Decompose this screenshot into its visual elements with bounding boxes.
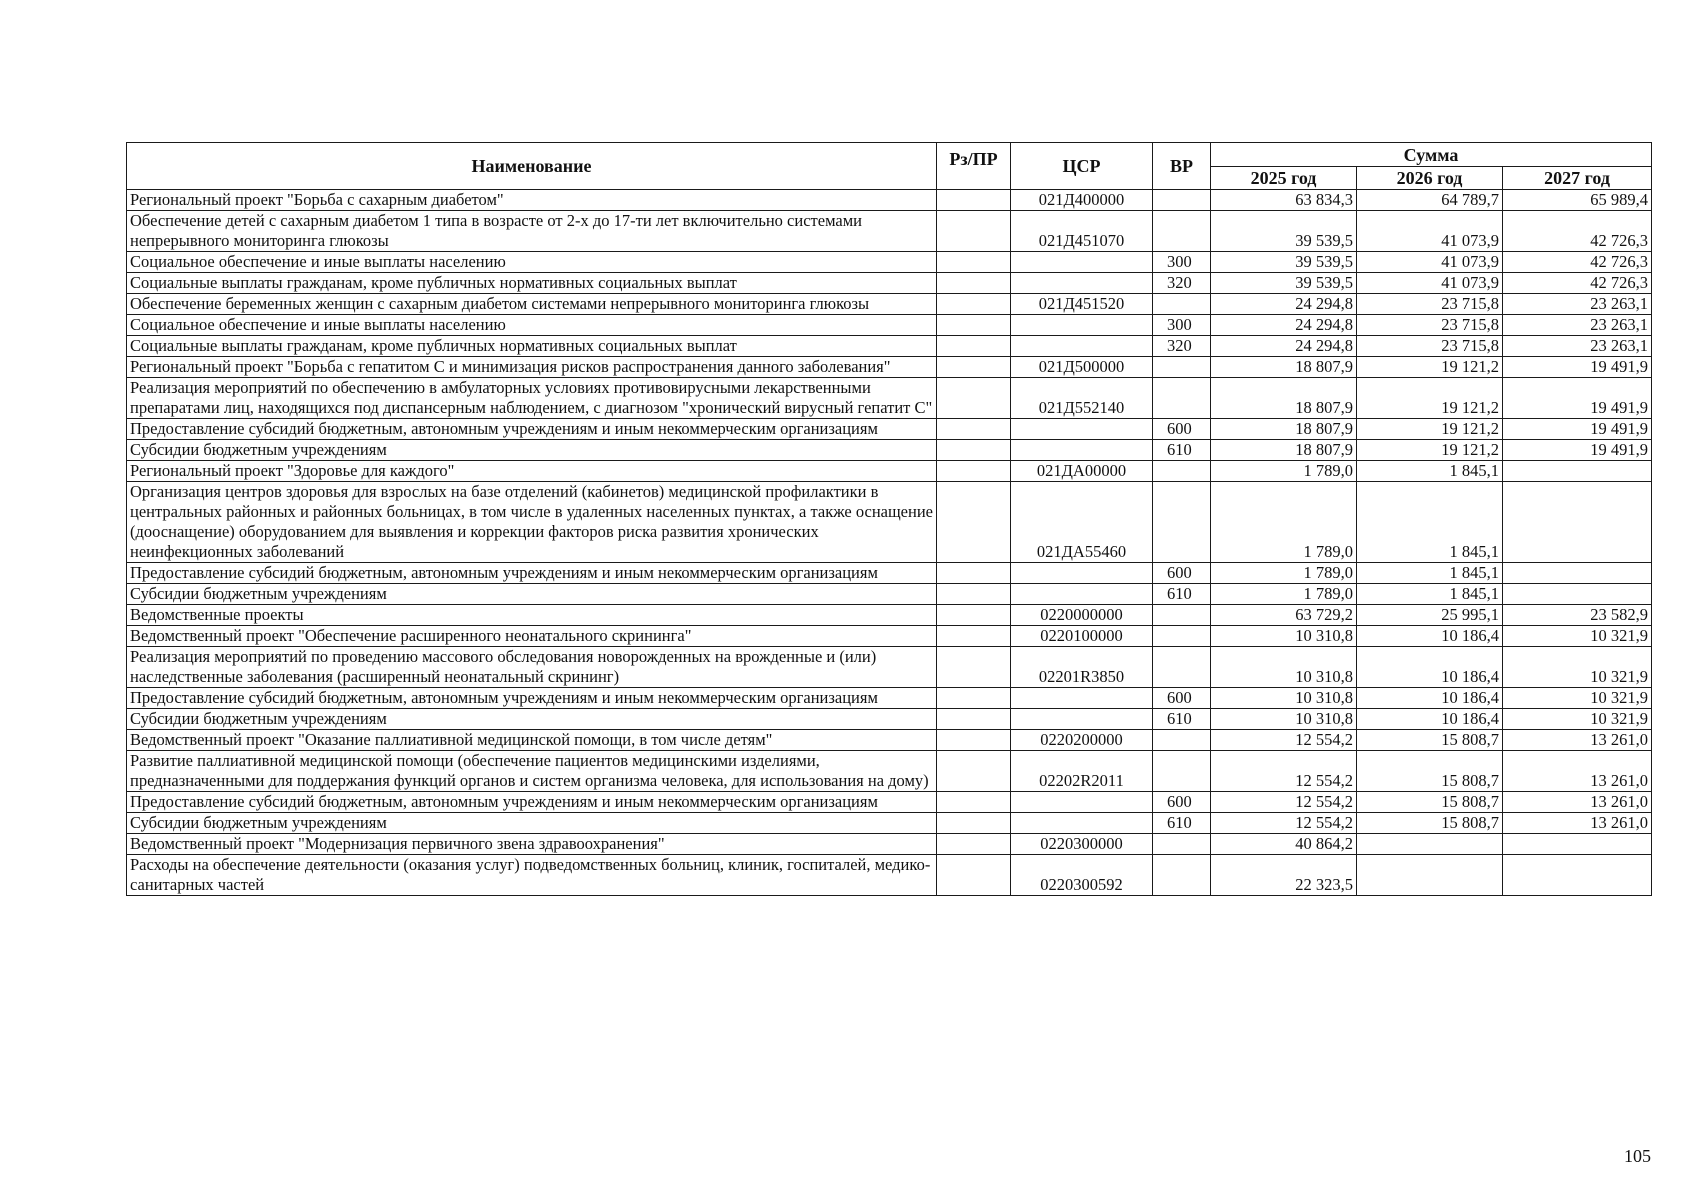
row-name: Ведомственные проекты <box>127 605 937 626</box>
row-name: Предоставление субсидий бюджетным, автономным учреждениям и иным некоммерческим организациям <box>127 792 937 813</box>
table-row <box>127 440 1652 461</box>
row-sum-2026: 15 808,7 <box>1357 813 1503 834</box>
row-sum-2027 <box>1503 584 1652 605</box>
header-name: Наименование <box>127 143 937 190</box>
row-csr: 02201R3850 <box>1011 647 1153 688</box>
table-row <box>127 709 1652 730</box>
row-name: Социальное обеспечение и иные выплаты населению <box>127 252 937 273</box>
table-row <box>127 461 1652 482</box>
row-vr: 320 <box>1153 273 1211 294</box>
table-row <box>127 688 1652 709</box>
row-csr: 0220300592 <box>1011 855 1153 896</box>
row-sum-2027: 42 726,3 <box>1503 273 1652 294</box>
row-vr <box>1153 751 1211 792</box>
row-vr <box>1153 378 1211 419</box>
row-name: Развитие паллиативной медицинской помощи (обеспечение пациентов медицинскими изделиями, предназначенными для поддержания функций органов и систем организма человека, для использования на дому) <box>127 751 937 792</box>
header-2025: 2025 год <box>1211 167 1357 190</box>
row-sum-2026: 41 073,9 <box>1357 211 1503 252</box>
table-row <box>127 273 1652 294</box>
row-csr <box>1011 252 1153 273</box>
row-name: Предоставление субсидий бюджетным, автономным учреждениям и иным некоммерческим организациям <box>127 688 937 709</box>
row-sum-2027 <box>1503 855 1652 896</box>
row-csr: 021ДА00000 <box>1011 461 1153 482</box>
row-name: Реализация мероприятий по проведению массового обследования новорожденных на врожденные и (или) наследственные заболевания (расширенный неонатальный скрининг) <box>127 647 937 688</box>
row-rz-pr <box>937 855 1011 896</box>
row-csr <box>1011 792 1153 813</box>
row-name: Расходы на обеспечение деятельности (оказания услуг) подведомственных больниц, клиник, госпиталей, медико-санитарных частей <box>127 855 937 896</box>
row-sum-2027: 13 261,0 <box>1503 813 1652 834</box>
row-sum-2026: 1 845,1 <box>1357 563 1503 584</box>
row-sum-2026: 19 121,2 <box>1357 357 1503 378</box>
row-sum-2027: 13 261,0 <box>1503 751 1652 792</box>
row-csr <box>1011 315 1153 336</box>
row-sum-2025: 10 310,8 <box>1211 709 1357 730</box>
row-rz-pr <box>937 647 1011 688</box>
row-vr: 300 <box>1153 315 1211 336</box>
row-name: Субсидии бюджетным учреждениям <box>127 584 937 605</box>
row-rz-pr <box>937 378 1011 419</box>
row-rz-pr <box>937 190 1011 211</box>
row-name: Предоставление субсидий бюджетным, автономным учреждениям и иным некоммерческим организациям <box>127 563 937 584</box>
row-sum-2025: 12 554,2 <box>1211 813 1357 834</box>
row-csr <box>1011 419 1153 440</box>
row-sum-2026: 1 845,1 <box>1357 584 1503 605</box>
row-vr <box>1153 294 1211 315</box>
row-sum-2025: 18 807,9 <box>1211 419 1357 440</box>
row-sum-2027: 19 491,9 <box>1503 378 1652 419</box>
table-row <box>127 482 1652 563</box>
row-csr: 0220100000 <box>1011 626 1153 647</box>
row-csr: 021Д500000 <box>1011 357 1153 378</box>
row-vr: 600 <box>1153 792 1211 813</box>
row-rz-pr <box>937 626 1011 647</box>
row-sum-2027 <box>1503 834 1652 855</box>
table-row <box>127 626 1652 647</box>
page-number: 105 <box>1624 1146 1651 1166</box>
row-vr: 600 <box>1153 419 1211 440</box>
row-rz-pr <box>937 461 1011 482</box>
row-sum-2025: 24 294,8 <box>1211 336 1357 357</box>
budget-table <box>126 142 1652 896</box>
row-rz-pr <box>937 834 1011 855</box>
row-vr <box>1153 605 1211 626</box>
header-rz-pr: Рз/ПР <box>937 143 1011 190</box>
row-rz-pr <box>937 563 1011 584</box>
row-sum-2027: 13 261,0 <box>1503 792 1652 813</box>
row-name: Субсидии бюджетным учреждениям <box>127 813 937 834</box>
row-rz-pr <box>937 730 1011 751</box>
row-sum-2025: 10 310,8 <box>1211 626 1357 647</box>
row-rz-pr <box>937 605 1011 626</box>
table-row <box>127 419 1652 440</box>
row-sum-2026: 15 808,7 <box>1357 792 1503 813</box>
row-csr <box>1011 563 1153 584</box>
row-name: Ведомственный проект "Обеспечение расширенного неонатального скрининга" <box>127 626 937 647</box>
row-rz-pr <box>937 751 1011 792</box>
row-sum-2027: 10 321,9 <box>1503 647 1652 688</box>
table-row <box>127 605 1652 626</box>
table-row <box>127 563 1652 584</box>
row-vr: 610 <box>1153 440 1211 461</box>
row-vr <box>1153 730 1211 751</box>
row-vr <box>1153 626 1211 647</box>
row-sum-2025: 39 539,5 <box>1211 252 1357 273</box>
row-rz-pr <box>937 357 1011 378</box>
row-csr: 021Д451520 <box>1011 294 1153 315</box>
row-sum-2026 <box>1357 855 1503 896</box>
row-sum-2027: 19 491,9 <box>1503 419 1652 440</box>
row-sum-2027: 19 491,9 <box>1503 357 1652 378</box>
row-sum-2026: 1 845,1 <box>1357 482 1503 563</box>
row-sum-2025: 10 310,8 <box>1211 688 1357 709</box>
table-row <box>127 813 1652 834</box>
row-sum-2025: 24 294,8 <box>1211 294 1357 315</box>
row-sum-2027: 65 989,4 <box>1503 190 1652 211</box>
row-sum-2027 <box>1503 461 1652 482</box>
row-sum-2025: 12 554,2 <box>1211 792 1357 813</box>
row-vr: 610 <box>1153 813 1211 834</box>
row-sum-2025: 1 789,0 <box>1211 482 1357 563</box>
row-name: Ведомственный проект "Оказание паллиативной медицинской помощи, в том числе детям" <box>127 730 937 751</box>
row-rz-pr <box>937 792 1011 813</box>
table-body <box>127 190 1652 896</box>
row-sum-2026: 19 121,2 <box>1357 378 1503 419</box>
row-sum-2027: 23 263,1 <box>1503 336 1652 357</box>
row-sum-2027: 42 726,3 <box>1503 211 1652 252</box>
row-name: Ведомственный проект "Модернизация первичного звена здравоохранения" <box>127 834 937 855</box>
table-row <box>127 211 1652 252</box>
row-csr <box>1011 709 1153 730</box>
row-sum-2026: 41 073,9 <box>1357 273 1503 294</box>
row-name: Субсидии бюджетным учреждениям <box>127 709 937 730</box>
table-row <box>127 751 1652 792</box>
row-sum-2026: 19 121,2 <box>1357 440 1503 461</box>
row-name: Социальное обеспечение и иные выплаты населению <box>127 315 937 336</box>
row-name: Региональный проект "Борьба с гепатитом С и минимизация рисков распространения данного заболевания" <box>127 357 937 378</box>
row-csr <box>1011 813 1153 834</box>
row-rz-pr <box>937 419 1011 440</box>
table-row <box>127 336 1652 357</box>
row-vr <box>1153 461 1211 482</box>
table-row <box>127 190 1652 211</box>
row-sum-2026: 1 845,1 <box>1357 461 1503 482</box>
row-rz-pr <box>937 211 1011 252</box>
row-vr <box>1153 357 1211 378</box>
table-row <box>127 647 1652 688</box>
row-csr <box>1011 273 1153 294</box>
row-vr <box>1153 211 1211 252</box>
row-vr: 300 <box>1153 252 1211 273</box>
row-csr <box>1011 688 1153 709</box>
row-csr: 021ДА55460 <box>1011 482 1153 563</box>
row-name: Региональный проект "Здоровье для каждого" <box>127 461 937 482</box>
row-rz-pr <box>937 336 1011 357</box>
row-sum-2026: 10 186,4 <box>1357 626 1503 647</box>
row-sum-2025: 12 554,2 <box>1211 730 1357 751</box>
row-vr: 600 <box>1153 688 1211 709</box>
row-rz-pr <box>937 252 1011 273</box>
row-sum-2027: 13 261,0 <box>1503 730 1652 751</box>
row-sum-2026: 25 995,1 <box>1357 605 1503 626</box>
header-csr: ЦСР <box>1011 143 1153 190</box>
row-sum-2026: 10 186,4 <box>1357 688 1503 709</box>
header-2026: 2026 год <box>1357 167 1503 190</box>
row-csr: 0220000000 <box>1011 605 1153 626</box>
row-sum-2025: 24 294,8 <box>1211 315 1357 336</box>
table-row <box>127 357 1652 378</box>
row-vr <box>1153 647 1211 688</box>
row-sum-2027 <box>1503 563 1652 584</box>
row-vr <box>1153 855 1211 896</box>
row-csr <box>1011 440 1153 461</box>
row-vr: 610 <box>1153 709 1211 730</box>
row-sum-2026: 15 808,7 <box>1357 751 1503 792</box>
row-vr <box>1153 834 1211 855</box>
row-vr: 610 <box>1153 584 1211 605</box>
table-row <box>127 252 1652 273</box>
row-sum-2027: 19 491,9 <box>1503 440 1652 461</box>
row-sum-2026: 23 715,8 <box>1357 315 1503 336</box>
row-name: Обеспечение детей с сахарным диабетом 1 типа в возрасте от 2-х до 17-ти лет включительно системами непрерывного мониторинга глюкозы <box>127 211 937 252</box>
table-row <box>127 834 1652 855</box>
row-sum-2027: 23 263,1 <box>1503 315 1652 336</box>
row-csr <box>1011 584 1153 605</box>
row-rz-pr <box>937 440 1011 461</box>
row-rz-pr <box>937 315 1011 336</box>
row-csr: 021Д552140 <box>1011 378 1153 419</box>
table-row <box>127 855 1652 896</box>
row-sum-2025: 39 539,5 <box>1211 273 1357 294</box>
table-row <box>127 792 1652 813</box>
row-csr <box>1011 336 1153 357</box>
row-sum-2026: 10 186,4 <box>1357 647 1503 688</box>
table-row <box>127 315 1652 336</box>
header-sum: Сумма <box>1211 143 1652 167</box>
row-sum-2026: 10 186,4 <box>1357 709 1503 730</box>
table-row <box>127 294 1652 315</box>
row-sum-2025: 1 789,0 <box>1211 461 1357 482</box>
row-vr: 600 <box>1153 563 1211 584</box>
row-name: Социальные выплаты гражданам, кроме публичных нормативных социальных выплат <box>127 273 937 294</box>
row-sum-2026: 19 121,2 <box>1357 419 1503 440</box>
row-sum-2027: 10 321,9 <box>1503 626 1652 647</box>
row-rz-pr <box>937 688 1011 709</box>
row-rz-pr <box>937 813 1011 834</box>
row-vr <box>1153 190 1211 211</box>
row-name: Социальные выплаты гражданам, кроме публичных нормативных социальных выплат <box>127 336 937 357</box>
row-name: Обеспечение беременных женщин с сахарным диабетом системами непрерывного мониторинга глюкозы <box>127 294 937 315</box>
row-rz-pr <box>937 584 1011 605</box>
table-row <box>127 584 1652 605</box>
row-sum-2026: 41 073,9 <box>1357 252 1503 273</box>
row-sum-2027: 10 321,9 <box>1503 709 1652 730</box>
row-sum-2026 <box>1357 834 1503 855</box>
row-sum-2026: 23 715,8 <box>1357 336 1503 357</box>
row-csr: 021Д451070 <box>1011 211 1153 252</box>
row-sum-2027: 23 263,1 <box>1503 294 1652 315</box>
header-2027: 2027 год <box>1503 167 1652 190</box>
row-name: Реализация мероприятий по обеспечению в амбулаторных условиях противовирусными лекарственными препаратами лиц, находящихся под диспансерным наблюдением, с диагнозом "хронический вирусный гепатит С" <box>127 378 937 419</box>
row-csr: 0220300000 <box>1011 834 1153 855</box>
row-sum-2026: 15 808,7 <box>1357 730 1503 751</box>
row-sum-2025: 1 789,0 <box>1211 584 1357 605</box>
row-sum-2025: 12 554,2 <box>1211 751 1357 792</box>
row-sum-2027: 42 726,3 <box>1503 252 1652 273</box>
row-sum-2026: 64 789,7 <box>1357 190 1503 211</box>
row-sum-2026: 23 715,8 <box>1357 294 1503 315</box>
row-vr <box>1153 482 1211 563</box>
row-sum-2025: 63 834,3 <box>1211 190 1357 211</box>
row-sum-2025: 10 310,8 <box>1211 647 1357 688</box>
row-name: Предоставление субсидий бюджетным, автономным учреждениям и иным некоммерческим организациям <box>127 419 937 440</box>
row-name: Региональный проект "Борьба с сахарным диабетом" <box>127 190 937 211</box>
row-sum-2027: 10 321,9 <box>1503 688 1652 709</box>
row-rz-pr <box>937 709 1011 730</box>
row-sum-2025: 63 729,2 <box>1211 605 1357 626</box>
row-sum-2025: 22 323,5 <box>1211 855 1357 896</box>
row-rz-pr <box>937 273 1011 294</box>
row-name: Субсидии бюджетным учреждениям <box>127 440 937 461</box>
row-sum-2027: 23 582,9 <box>1503 605 1652 626</box>
row-rz-pr <box>937 294 1011 315</box>
row-sum-2025: 39 539,5 <box>1211 211 1357 252</box>
row-sum-2025: 18 807,9 <box>1211 357 1357 378</box>
row-rz-pr <box>937 482 1011 563</box>
row-sum-2025: 18 807,9 <box>1211 440 1357 461</box>
row-csr: 021Д400000 <box>1011 190 1153 211</box>
row-name: Организация центров здоровья для взрослых на базе отделений (кабинетов) медицинской профилактики в центральных районных и районных больницах, в том числе в удаленных населенных пунктах, а также оснащение (дооснащение) оборудованием для выявления и коррекции факторов риска развития хронических неинфекционных заболеваний <box>127 482 937 563</box>
header-vr: ВР <box>1153 143 1211 190</box>
row-sum-2027 <box>1503 482 1652 563</box>
row-sum-2025: 1 789,0 <box>1211 563 1357 584</box>
row-csr: 02202R2011 <box>1011 751 1153 792</box>
row-sum-2025: 40 864,2 <box>1211 834 1357 855</box>
table-row <box>127 730 1652 751</box>
row-csr: 0220200000 <box>1011 730 1153 751</box>
row-vr: 320 <box>1153 336 1211 357</box>
table-row <box>127 378 1652 419</box>
row-sum-2025: 18 807,9 <box>1211 378 1357 419</box>
